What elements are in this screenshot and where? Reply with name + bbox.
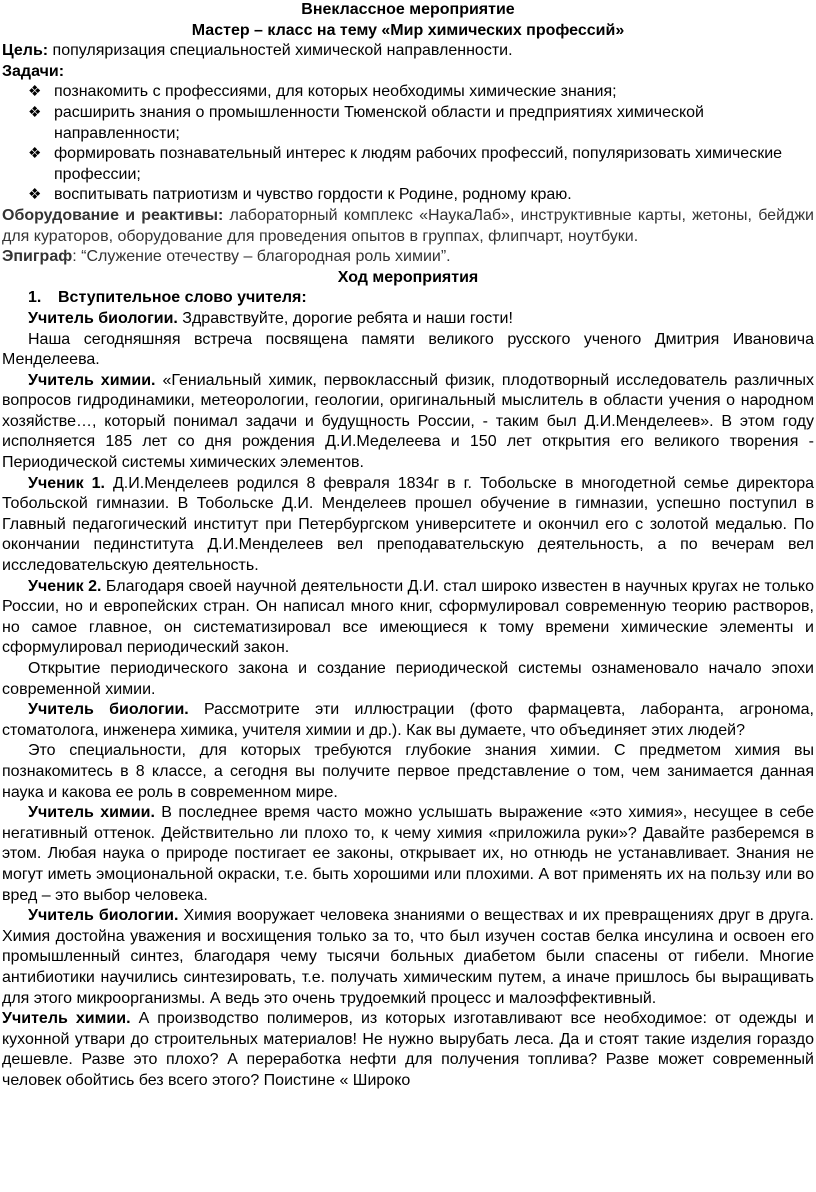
section-number: 1. (28, 289, 42, 307)
equipment-paragraph (0, 206, 816, 247)
body-paragraph (0, 700, 816, 741)
body-paragraph (0, 371, 816, 474)
list-item (28, 185, 816, 206)
paragraph-text: Химия вооружает человека знаниями о веществах и их превращениях друг в друга. Химия достойна уважения и восхищения только за то, что был изучен состав белка инсулина и освоен его промышленный синтез, благодаря чему тысячи больных диабетом были спасены от гибели. Многие антибиотики научились синтезировать, т.е. получать химическим путем, а иначе пришлось бы выращивать для этого микроорганизмы. А ведь это очень трудоемкий процесс и малоэффективный. (2, 907, 815, 1007)
task-text: расширить знания о промышленности Тюменской области и предприятиях химической направленности; (54, 103, 704, 142)
speaker-label: Учитель биологии. (28, 309, 178, 327)
list-item (28, 144, 816, 185)
paragraph-text: Это специальности, для которых требуются глубокие знания химии. С предметом химия вы познакомитесь в 8 классе, а сегодня вы получите первое представление о том, чем занимается данная наука и какова ее роль в современном мире. (2, 742, 814, 801)
diamond-bullet-icon: ❖ (28, 186, 42, 204)
body-paragraph (0, 741, 816, 803)
task-text: формировать познавательный интерес к людям рабочих профессий, популяризовать химические профессии; (54, 145, 783, 183)
diamond-bullet-icon: ❖ (28, 83, 42, 101)
body-paragraph (0, 659, 816, 700)
paragraph-text: Здравствуйте, дорогие ребята и наши гости! (177, 309, 513, 327)
diamond-bullet-icon: ❖ (28, 103, 42, 121)
equipment-text: лабораторный комплекс «НаукаЛаб», инструктивные карты, жетоны, бейджи для кураторов, оборудование для проведения опытов в группах, флипчарт, ноутбуки. (2, 206, 814, 245)
speaker-label: Ученик 1. (28, 474, 105, 492)
paragraph-text: Наша сегодняшняя встреча посвящена памяти великого русского ученого Дмитрия Ивановича Менделеева. (2, 330, 814, 369)
body-paragraph (0, 803, 816, 906)
course-title: Ход мероприятия (337, 268, 479, 286)
last-paragraph (0, 1009, 816, 1091)
body-paragraph (0, 330, 816, 371)
body-paragraph (0, 906, 816, 1009)
section-heading (0, 288, 816, 309)
body-paragraph (0, 577, 816, 659)
goal-text: популяризация специальностей химической направленности. (48, 42, 513, 60)
speaker-label: Учитель биологии. (28, 907, 179, 925)
tasks-label: Задачи: (2, 62, 65, 80)
list-item (28, 103, 816, 144)
paragraph-text: В последнее время часто можно услышать выражение «это химия», несущее в себе негативный оттенок. Действительно ли плохо то, к чему химия «приложила руки»? Давайте разберемся в этом. Любая наука о природе постигает ее законы, открывает их, но отнюдь не устанавливает. Знания не могут иметь эмоциональной окраски, т.е. быть хорошими или плохими. А вот применять их на пользу или во вред – это выбор человека. (2, 804, 814, 904)
speaker-label: Учитель химии. (2, 1010, 131, 1028)
body-paragraph (0, 309, 816, 330)
epigraph-text: : “Служение отечеству – благородная роль химии”. (72, 248, 451, 266)
goal-paragraph (0, 41, 816, 62)
speaker-label: Ученик 2. (28, 577, 102, 595)
section-title: Вступительное слово учителя: (58, 289, 307, 307)
speaker-label: Учитель химии. (28, 371, 156, 389)
equipment-label: Оборудование и реактивы: (2, 206, 224, 224)
task-text: воспитывать патриотизм и чувство гордости к Родине, родному краю. (54, 186, 572, 204)
paragraph-text: Д.И.Менделеев родился 8 февраля 1834г в г. Тобольске в многодетной семье директора Тобольской гимназии. В Тобольске Д.И. Менделеев прошел обучение в гимназии, успешно поступил в Главный педагогический институт при Петербургском университете и окончил его с золотой медалью. По окончании пединститута Д.И.Менделеев вел преподавательскую деятельность, а по вечерам вел исследовательскую деятельность. (2, 474, 814, 575)
epigraph-label: Эпиграф (2, 248, 73, 266)
tasks-list (0, 82, 816, 206)
paragraph-text: Рассмотрите эти иллюстрации (фото фармацевта, лаборанта, агронома, стоматолога, инженера химика, учителя химии и др.). Как вы думаете, что объединяет этих людей? (2, 701, 814, 739)
list-item (28, 82, 816, 103)
paragraph-text: Благодаря своей научной деятельности Д.И. стал широко известен в научных кругах не только России, но и европейских стран. Он написал много книг, сформулировал современную теорию растворов, но самое главное, он систематизировал все имеющиеся к тому времени химические элементы и сформулировал периодический закон. (2, 577, 814, 657)
header-title-line2: Мастер – класс на тему «Мир химических профессий» (191, 21, 625, 39)
header-title-line1: Внеклассное мероприятие (301, 1, 515, 18)
speaker-label: Учитель химии. (28, 804, 155, 822)
goal-label: Цель: (2, 42, 49, 60)
paragraph-text: А производство полимеров, из которых изготавливают все необходимое: от одежды и кухонной утвари до строительных материалов! Не нужно вырубать леса. Да и стоят такие изделия гораздо дешевле. Разве это плохо? А переработка нефти для получения топлива? Разве может современный человек обойтись без всего этого? Поистине « Широко (2, 1010, 814, 1089)
speaker-label: Учитель биологии. (28, 701, 189, 719)
paragraph-text: «Гениальный химик, первоклассный физик, плодотворный исследователь различных вопросов гидродинамики, метеорологии, геологии, оригинальный мыслитель в области учения о народном хозяйстве…, который понимал задачи и будущность России, - таким был Д.И.Менделеев». В этом году исполняется 185 лет со дня рождения Д.И.Меделеева и 150 лет открытия его великого творения - Периодической системы химических элементов. (2, 371, 814, 472)
diamond-bullet-icon: ❖ (28, 145, 42, 163)
paragraph-text: Открытие периодического закона и создание периодической системы ознаменовало начало эпохи современной химии. (2, 660, 814, 698)
body-paragraph (0, 474, 816, 577)
task-text: познакомить с профессиями, для которых необходимы химические знания; (54, 83, 617, 101)
epigraph-paragraph (0, 247, 816, 268)
